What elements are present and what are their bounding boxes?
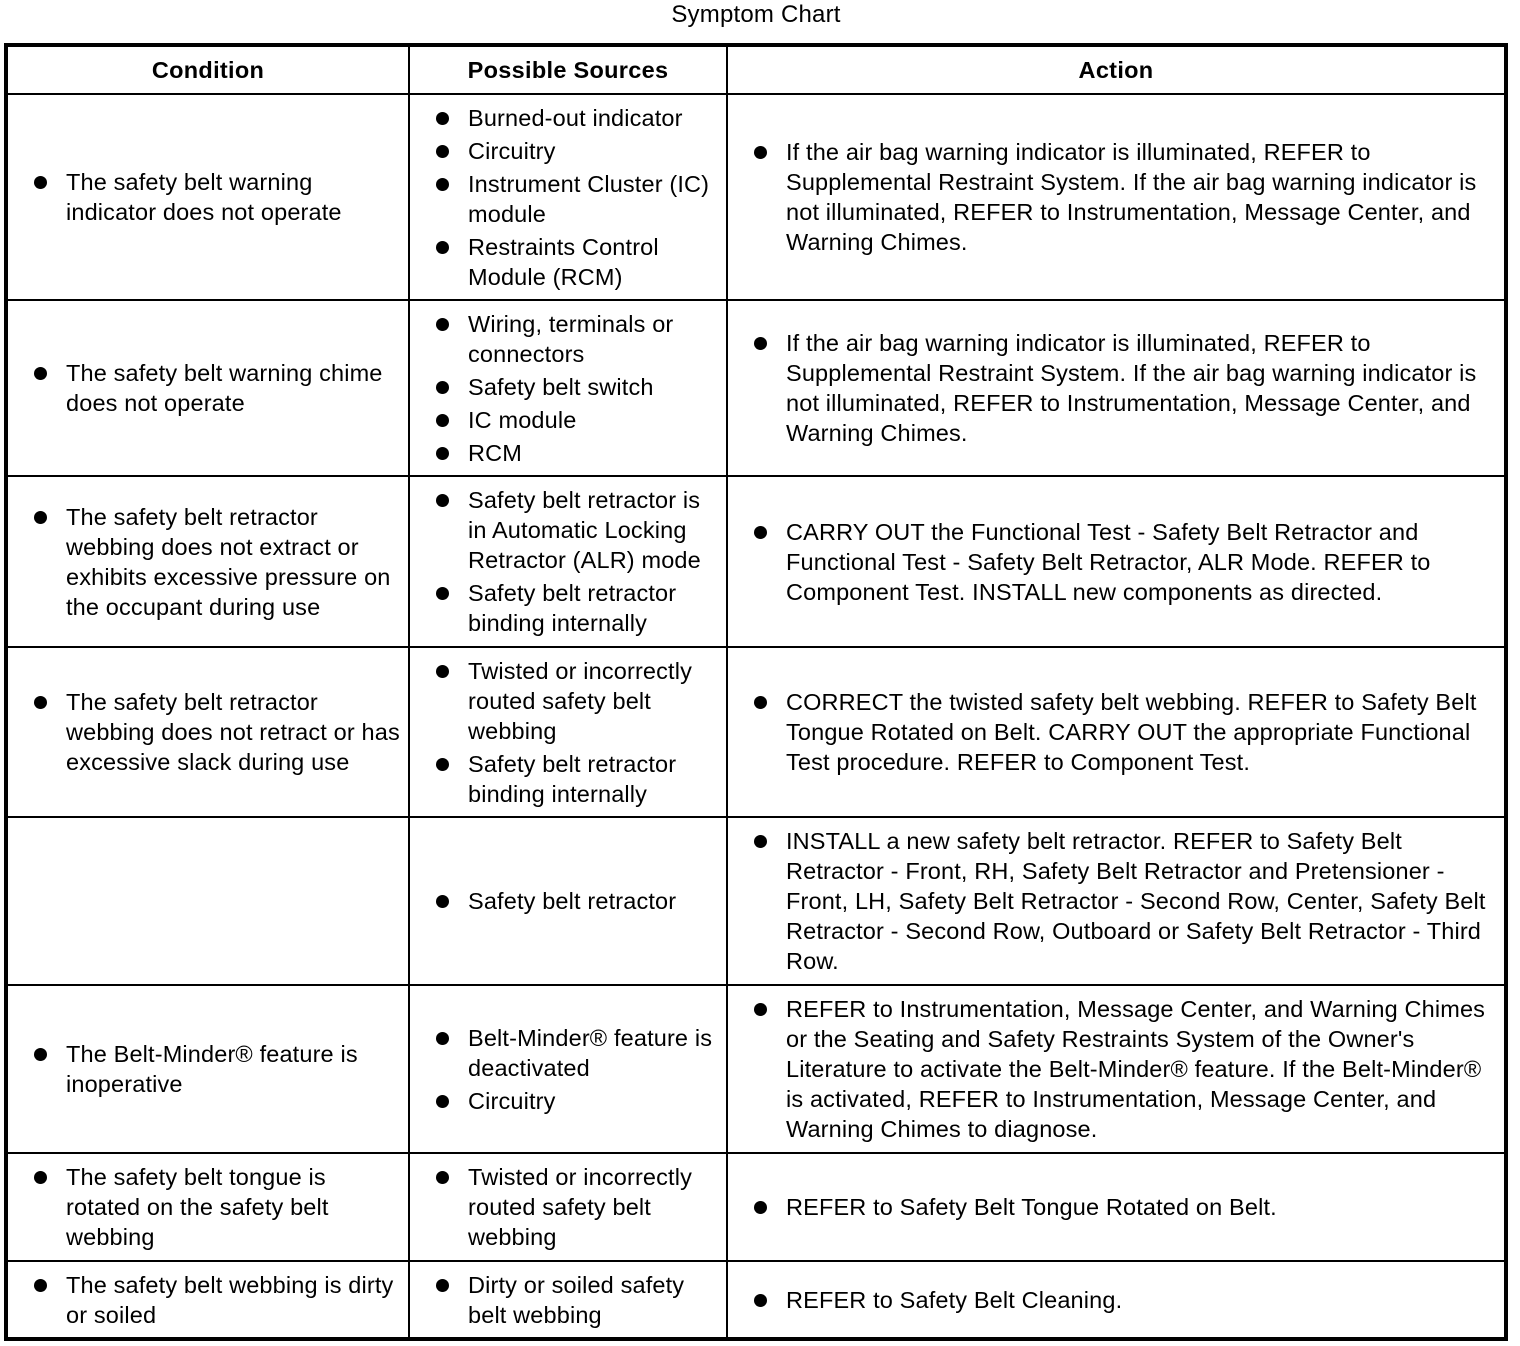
bullet-icon — [754, 835, 767, 848]
list-item-text: The Belt-Minder® feature is inoperative — [66, 1041, 358, 1097]
list-item — [410, 886, 726, 916]
list-item — [728, 994, 1504, 1144]
table-row — [6, 817, 1506, 985]
bullet-icon — [436, 112, 449, 125]
list-item-text: Instrument Cluster (IC) module — [468, 170, 710, 227]
bullet-icon — [34, 696, 47, 709]
bullet-list — [410, 1162, 726, 1252]
list-item — [728, 137, 1504, 257]
possible-sources-cell — [409, 94, 727, 300]
list-item — [410, 1162, 726, 1252]
bullet-list — [728, 1285, 1504, 1315]
bullet-icon — [436, 178, 449, 191]
table-row — [6, 1261, 1506, 1339]
bullet-list — [8, 502, 408, 622]
list-item — [410, 309, 726, 369]
condition-cell — [6, 985, 409, 1153]
bullet-icon — [436, 587, 449, 600]
list-item-text: Safety belt retractor binding internally — [468, 580, 677, 636]
bullet-icon — [754, 696, 767, 709]
list-item — [410, 656, 726, 746]
possible-sources-cell — [409, 647, 727, 817]
bullet-icon — [436, 494, 449, 507]
bullet-list — [728, 1192, 1504, 1222]
bullet-icon — [754, 146, 767, 159]
bullet-list — [410, 656, 726, 809]
list-item — [728, 826, 1504, 976]
possible-sources-cell — [409, 476, 727, 647]
bullet-icon — [34, 367, 47, 380]
table-row — [6, 647, 1506, 817]
action-cell — [727, 476, 1506, 647]
list-item-text: INSTALL a new safety belt retractor. REFER to Safety Belt Retractor - Front, RH, Safety Belt Retractor and Pretensioner - Front, LH, Safety Belt Retractor - Second Row, Center, Safety Belt Retractor - Second Row, Outboard or Safety Belt Retractor - Third Row. — [786, 828, 1486, 974]
list-item — [410, 232, 726, 292]
list-item-text: CARRY OUT the Functional Test - Safety Belt Retractor and Functional Test - Safety Belt Retractor, ALR Mode. REFER to Component Test. INSTALL new components as directed. — [786, 518, 1431, 605]
bullet-list — [410, 103, 726, 292]
bullet-icon — [436, 895, 449, 908]
list-item-text: REFER to Instrumentation, Message Center, and Warning Chimes or the Seating and Safety Restraints System of the Owner's Literature to activate the Belt-Minder® feature. If the Belt-Minder® is activated, REFER to Instrumentation, Message Center, and Warning Chimes to diagnose. — [786, 996, 1486, 1142]
symptom-chart-table — [4, 43, 1508, 1341]
table-row — [6, 1153, 1506, 1261]
possible-sources-cell — [409, 985, 727, 1153]
bullet-list — [728, 137, 1504, 257]
condition-cell — [6, 1261, 409, 1339]
list-item-text: Safety belt switch — [468, 373, 654, 400]
list-item — [728, 1192, 1504, 1222]
list-item-text: If the air bag warning indicator is illuminated, REFER to Supplemental Restraint System. If the air bag warning indicator is not illuminated, REFER to Instrumentation, Message Center, and Warning Chimes. — [786, 330, 1477, 446]
bullet-icon — [34, 1279, 47, 1292]
list-item-text: The safety belt webbing is dirty or soiled — [66, 1271, 394, 1328]
list-item-text: Safety belt retractor binding internally — [468, 750, 677, 807]
condition-cell — [6, 94, 409, 300]
header-action: Action — [727, 45, 1506, 94]
list-item-text: The safety belt warning chime does not operate — [66, 360, 383, 416]
list-item-text: IC module — [468, 406, 577, 433]
bullet-list — [8, 1270, 408, 1330]
possible-sources-cell — [409, 817, 727, 985]
list-item — [8, 167, 408, 227]
list-item-text: CORRECT the twisted safety belt webbing. REFER to Safety Belt Tongue Rotated on Belt. CARRY OUT the appropriate Functional Test procedure. REFER to Component Test. — [786, 689, 1477, 775]
possible-sources-cell — [409, 1261, 727, 1339]
bullet-list — [8, 687, 408, 777]
list-item — [410, 103, 726, 133]
list-item-text: If the air bag warning indicator is illuminated, REFER to Supplemental Restraint System. If the air bag warning indicator is not illuminated, REFER to Instrumentation, Message Center, and Warning Chimes. — [786, 139, 1477, 255]
list-item — [728, 687, 1504, 777]
list-item — [410, 1270, 726, 1330]
list-item — [728, 328, 1504, 448]
bullet-icon — [436, 758, 449, 771]
possible-sources-cell — [409, 300, 727, 476]
list-item-text: Belt-Minder® feature is deactivated — [468, 1024, 713, 1081]
list-item — [8, 502, 408, 622]
header-possible-sources: Possible Sources — [409, 45, 727, 94]
list-item — [410, 169, 726, 229]
bullet-icon — [754, 526, 767, 539]
bullet-list — [410, 886, 726, 916]
bullet-list — [410, 309, 726, 468]
list-item — [728, 1285, 1504, 1315]
bullet-icon — [436, 665, 449, 678]
list-item-text: The safety belt retractor webbing does not retract or has excessive slack during use — [66, 689, 400, 775]
list-item-text: Circuitry — [468, 1087, 556, 1114]
condition-cell — [6, 300, 409, 476]
bullet-list — [728, 687, 1504, 777]
condition-cell — [6, 476, 409, 647]
list-item-text: RCM — [468, 439, 522, 466]
list-item-text: Burned-out indicator — [468, 104, 683, 131]
list-item — [8, 687, 408, 777]
bullet-icon — [436, 318, 449, 331]
bullet-icon — [436, 1279, 449, 1292]
bullet-icon — [436, 447, 449, 460]
bullet-icon — [754, 1294, 767, 1307]
table-row — [6, 476, 1506, 647]
bullet-icon — [754, 337, 767, 350]
list-item-text: Restraints Control Module (RCM) — [468, 233, 659, 290]
list-item-text: REFER to Safety Belt Cleaning. — [786, 1286, 1123, 1313]
bullet-icon — [436, 145, 449, 158]
list-item-text: Safety belt retractor — [468, 888, 677, 914]
table-body — [6, 94, 1506, 1339]
action-cell — [727, 94, 1506, 300]
list-item-text: The safety belt retractor webbing does not extract or exhibits excessive pressure on the occupant during use — [66, 503, 391, 620]
possible-sources-cell — [409, 1153, 727, 1261]
list-item-text: REFER to Safety Belt Tongue Rotated on Belt. — [786, 1194, 1277, 1220]
list-item — [410, 372, 726, 402]
bullet-icon — [436, 381, 449, 394]
list-item-text: Twisted or incorrectly routed safety belt webbing — [468, 1164, 693, 1250]
list-item — [8, 358, 408, 418]
list-item — [410, 405, 726, 435]
table-row — [6, 94, 1506, 300]
condition-cell — [6, 647, 409, 817]
bullet-icon — [34, 176, 47, 189]
condition-cell — [6, 1153, 409, 1261]
bullet-list — [410, 485, 726, 638]
list-item — [8, 1162, 408, 1252]
bullet-list — [8, 167, 408, 227]
bullet-icon — [34, 1171, 47, 1184]
action-cell — [727, 1153, 1506, 1261]
table-row — [6, 300, 1506, 476]
action-cell — [727, 300, 1506, 476]
list-item — [410, 749, 726, 809]
list-item-text: Twisted or incorrectly routed safety belt webbing — [468, 657, 693, 744]
action-cell — [727, 817, 1506, 985]
bullet-list — [410, 1023, 726, 1116]
bullet-icon — [436, 1032, 449, 1045]
header-condition: Condition — [6, 45, 409, 94]
action-cell — [727, 985, 1506, 1153]
bullet-icon — [436, 414, 449, 427]
bullet-icon — [754, 1201, 767, 1214]
bullet-icon — [754, 1003, 767, 1016]
bullet-list — [410, 1270, 726, 1330]
bullet-icon — [436, 1171, 449, 1184]
bullet-icon — [34, 511, 47, 524]
list-item-text: Wiring, terminals or connectors — [468, 310, 674, 367]
condition-cell — [6, 817, 409, 985]
list-item-text: The safety belt tongue is rotated on the safety belt webbing — [66, 1164, 329, 1250]
list-item-text: Circuitry — [468, 137, 556, 164]
bullet-icon — [436, 1095, 449, 1108]
list-item — [410, 1086, 726, 1116]
bullet-list — [8, 358, 408, 418]
list-item-text: The safety belt warning indicator does not operate — [66, 169, 342, 225]
bullet-list — [728, 826, 1504, 976]
list-item — [410, 485, 726, 575]
list-item — [410, 136, 726, 166]
list-item — [8, 1270, 408, 1330]
list-item — [728, 517, 1504, 607]
list-item — [410, 1023, 726, 1083]
list-item — [8, 1039, 408, 1099]
bullet-list — [728, 517, 1504, 607]
bullet-list — [8, 1162, 408, 1252]
action-cell — [727, 1261, 1506, 1339]
bullet-list — [8, 1039, 408, 1099]
bullet-list — [728, 994, 1504, 1144]
header-row — [6, 45, 1506, 94]
page-title: Symptom Chart — [671, 1, 841, 28]
list-item — [410, 578, 726, 638]
list-item-text: Dirty or soiled safety belt webbing — [468, 1271, 685, 1328]
bullet-list — [728, 328, 1504, 448]
bullet-icon — [34, 1048, 47, 1061]
bullet-icon — [436, 241, 449, 254]
list-item-text: Safety belt retractor is in Automatic Locking Retractor (ALR) mode — [468, 487, 701, 573]
action-cell — [727, 647, 1506, 817]
table-row — [6, 985, 1506, 1153]
list-item — [410, 438, 726, 468]
